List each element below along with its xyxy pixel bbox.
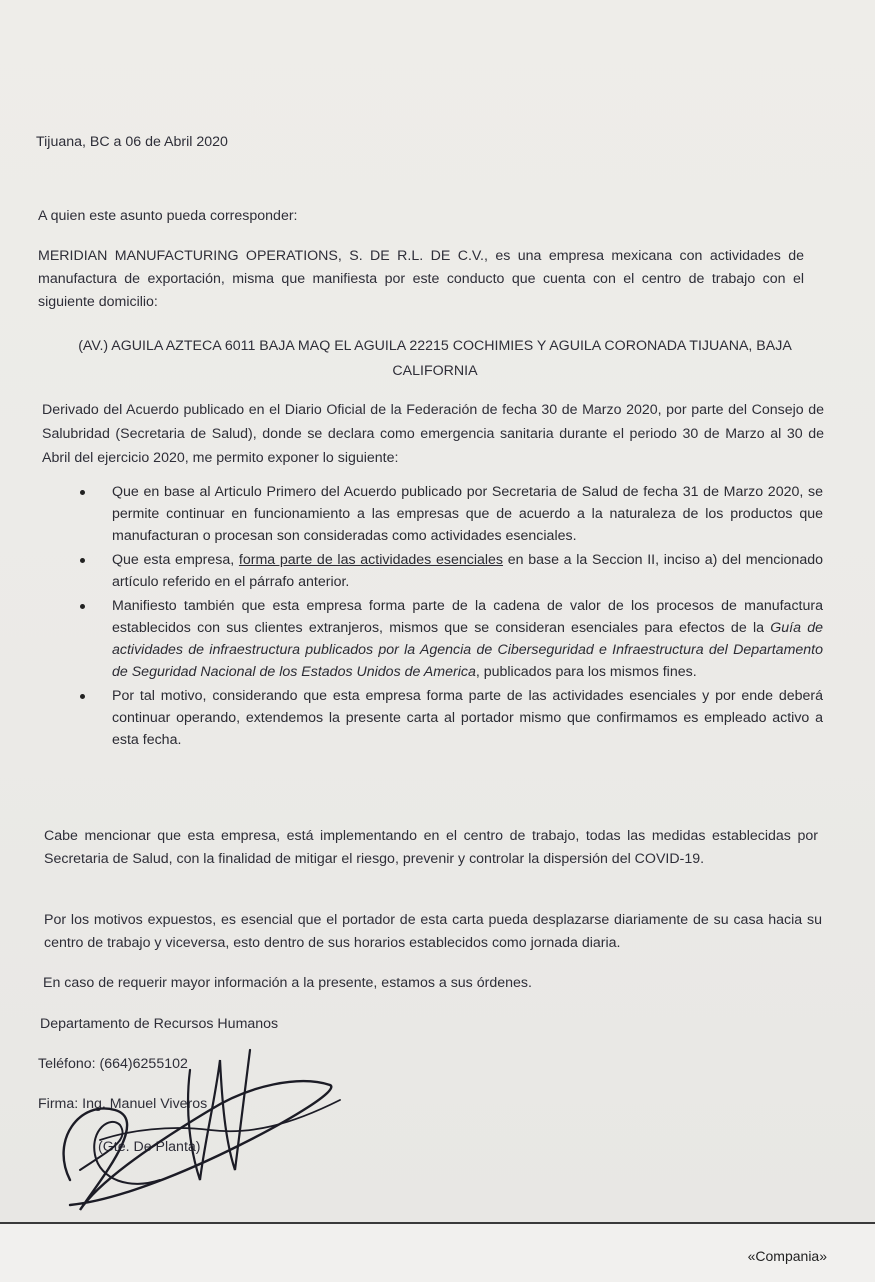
phone: Teléfono: (664)6255102 (38, 1056, 188, 1072)
signature-name: Firma: Ing. Manuel Viveros (38, 1096, 208, 1112)
department: Departamento de Recursos Humanos (40, 1016, 279, 1032)
bullet-dot (80, 604, 85, 609)
bullet-3-post: , publicados para los mismos fines. (475, 664, 697, 680)
handwritten-signature (40, 1030, 360, 1220)
bullet-1-text: Que en base al Articulo Primero del Acuerdo publicado por Secretaria de Salud de fecha 31 de Marzo 2020, se permite continuar en funcionamiento a las empresas que de acuerdo a la naturaleza de los productos que manufacturan o procesan son consideradas como actividades esenciales. (112, 484, 823, 544)
closing-line: En caso de requerir mayor información a la presente, estamos a sus órdenes. (43, 975, 532, 991)
signer-title: (Gte. De Planta) (98, 1139, 201, 1155)
derivado-paragraph: Derivado del Acuerdo publicado en el Diario Oficial de la Federación de fecha 30 de Marzo 2020, por parte del Consejo de Salubridad (Secretaria de Salud), donde se declara como emergencia sanitaria durante el periodo 30 de Marzo al 30 de Abril del ejercicio 2020, me permito exponer lo siguiente: (42, 402, 824, 466)
next-page-edge (0, 1222, 875, 1282)
list-item (78, 685, 823, 751)
company-merge-field: «Compania» (747, 1248, 827, 1264)
bullet-2-pre: Que esta empresa, (112, 552, 239, 568)
bullet-2-underlined: forma parte de las actividades esenciales (238, 552, 503, 568)
address-line-2: CALIFORNIA (392, 363, 478, 379)
bullet-2-post: en base a la Seccion II, inciso a) del mencionado artículo referido en el párrafo anterior. (112, 552, 823, 590)
cabe-paragraph: Cabe mencionar que esta empresa, está implementando en el centro de trabajo, todas las medidas establecidas por Secretaria de Salud, con la finalidad de mitigar el riesgo, prevenir y controlar la dispersión del COVID-19. (44, 828, 818, 867)
bullet-list (78, 481, 823, 753)
bullet-4-text: Por tal motivo, considerando que esta empresa forma parte de las actividades esenciales y por ende deberá continuar operando, extendemos la presente carta al portador mismo que confirmamos es empleado activo a esta fecha. (112, 688, 823, 748)
address-line-1: (AV.) AGUILA AZTECA 6011 BAJA MAQ EL AGUILA 22215 COCHIMIES Y AGUILA CORONADA TIJUANA, BAJA (78, 338, 792, 354)
list-item (78, 549, 823, 593)
bullet-dot (80, 694, 85, 699)
intro-paragraph: MERIDIAN MANUFACTURING OPERATIONS, S. DE R.L. DE C.V., es una empresa mexicana con actividades de manufactura de exportación, misma que manifiesta por este conducto que cuenta con el centro de trabajo con el siguiente domicilio: (38, 248, 804, 310)
bullet-dot (80, 558, 85, 563)
place-date: Tijuana, BC a 06 de Abril 2020 (36, 134, 228, 150)
bullet-3-italic: Guía de actividades de infraestructura publicados por la Agencia de Ciberseguridad e Infraestructura del Departamento de Seguridad Nacional de los Estados Unidos de America (112, 620, 823, 680)
motivos-paragraph: Por los motivos expuestos, es esencial que el portador de esta carta pueda desplazarse diariamente de su casa hacia su centro de trabajo y viceversa, esto dentro de sus horarios establecidos como jornada diaria. (44, 912, 822, 951)
list-item (78, 595, 823, 683)
salutation: A quien este asunto pueda corresponder: (38, 208, 298, 224)
bullet-3-pre: Manifiesto también que esta empresa forma parte de la cadena de valor de los procesos de manufactura establecidos con sus clientes extranjeros, mismos que se consideran esenciales para efectos de la (112, 598, 823, 636)
list-item (78, 481, 823, 547)
bullet-dot (80, 490, 85, 495)
